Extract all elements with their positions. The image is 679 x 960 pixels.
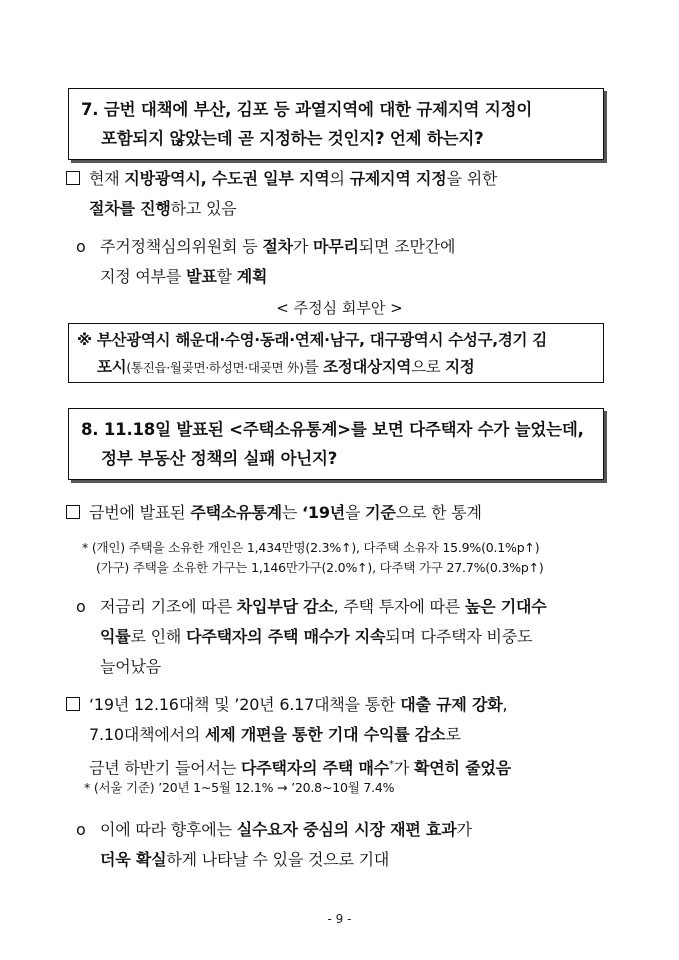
answer-8-paragraph-3: ‘19년 12.16대책 및 ’20년 6.17대책을 통한 대출 규제 강화, 7.10대책에서의 세제 개편을 통한 기대 수익률 감소로 금년 하반기 들어서는 다주택자의 주택 매수*가 확연히 줄었음 xyxy=(66,690,511,783)
circle-bullet-icon: o xyxy=(76,237,86,256)
square-bullet-icon xyxy=(66,697,80,711)
answer-8-paragraph-2: o 저금리 기조에 따른 차입부담 감소, 주택 투자에 따른 높은 기대수 익률로 인해 다주택자의 주택 매수가 지속되며 다주택자 비중도 늘어났음 xyxy=(76,592,547,682)
note-title: < 주정심 회부안 > xyxy=(276,299,403,317)
statistic-note-1: * (개인) 주택을 소유한 개인은 1,434만명(2.3%↑), 다주택 소유자 15.9%(0.1%p↑) xyxy=(82,540,540,555)
question-8-box xyxy=(68,408,604,480)
note-line-2: 포시(통진읍·월곶면·하성면·대곶면 外)를 조정대상지역으로 지정 xyxy=(97,358,475,376)
square-bullet-icon xyxy=(66,171,80,185)
answer-8-paragraph-1: 금번에 발표된 주택소유통계는 ‘19년을 기준으로 한 통계 xyxy=(66,498,482,528)
note-box xyxy=(68,323,604,383)
note-line-1: ※ 부산광역시 해운대·수영·동래·연제·남구, 대구광역시 수성구,경기 김 xyxy=(77,331,547,349)
answer-7-paragraph-2: o 주거정책심의위원회 등 절차가 마무리되면 조만간에 지정 여부를 발표할 계획 xyxy=(76,232,455,292)
question-7-box xyxy=(68,88,604,160)
answer-7-paragraph-1: 현재 지방광역시, 수도권 일부 지역의 규제지역 지정을 위한 절차를 진행하고 있음 xyxy=(66,164,497,224)
question-8-line-2: 정부 부동산 정책의 실패 아닌지? xyxy=(101,449,338,468)
question-7-line-1: 7. 금번 대책에 부산, 김포 등 과열지역에 대한 규제지역 지정이 xyxy=(81,100,533,119)
circle-bullet-icon: o xyxy=(76,820,86,839)
statistic-note-2: (가구) 주택을 소유한 가구는 1,146만가구(2.0%↑), 다주택 가구 27.7%(0.3%p↑) xyxy=(96,560,544,575)
question-8-line-1: 8. 11.18일 발표된 <주택소유통계>를 보면 다주택자 수가 늘었는데, xyxy=(81,420,584,439)
answer-8-paragraph-4: o 이에 따라 향후에는 실수요자 중심의 시장 재편 효과가 더욱 확실하게 나타날 수 있을 것으로 기대 xyxy=(76,815,472,875)
circle-bullet-icon: o xyxy=(76,597,86,616)
statistic-note-3: * (서울 기준) ’20년 1~5월 12.1% → ’20.8~10월 7.4% xyxy=(84,780,395,795)
square-bullet-icon xyxy=(66,505,80,519)
question-7-line-2: 포함되지 않았는데 곧 지정하는 것인지? 언제 하는지? xyxy=(101,129,484,148)
page-number: - 9 - xyxy=(327,912,352,926)
